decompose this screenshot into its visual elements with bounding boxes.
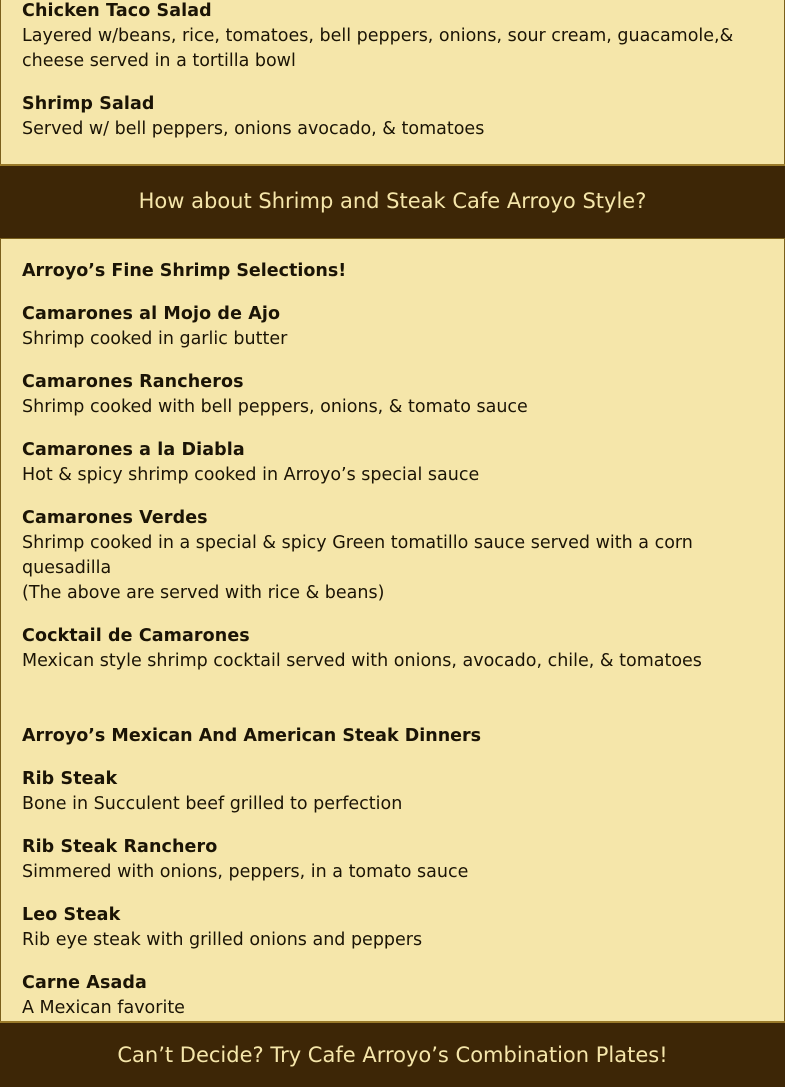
section-title: Arroyo’s Fine Shrimp Selections! — [22, 261, 347, 281]
item-description: Rib eye steak with grilled onions and peppers — [22, 930, 423, 950]
menu-item — [22, 903, 764, 953]
salad-panel — [0, 0, 785, 165]
item-description: Shrimp cooked in a special & spicy Green tomatillo sauce served with a corn quesadilla — [22, 533, 693, 578]
item-description: Hot & spicy shrimp cooked in Arroyo’s special sauce — [22, 465, 480, 485]
section-banner: How about Shrimp and Steak Cafe Arroyo Style? — [0, 164, 785, 240]
item-description: Simmered with onions, peppers, in a tomato sauce — [22, 862, 469, 882]
section-title: Arroyo’s Mexican And American Steak Dinners — [22, 726, 482, 746]
item-description: Layered w/beans, rice, tomatoes, bell peppers, onions, sour cream, guacamole,& cheese served in a tortilla bowl — [22, 26, 734, 71]
item-description: Mexican style shrimp cocktail served with onions, avocado, chile, & tomatoes — [22, 651, 702, 671]
menu-item — [22, 506, 764, 606]
menu-item — [22, 835, 764, 885]
item-description: A Mexican favorite — [22, 998, 185, 1018]
menu-item — [22, 302, 764, 352]
item-name: Chicken Taco Salad — [22, 1, 212, 21]
menu-item — [22, 438, 764, 488]
item-note: (The above are served with rice & beans) — [22, 583, 385, 603]
item-name: Carne Asada — [22, 973, 147, 993]
item-description: Bone in Succulent beef grilled to perfection — [22, 794, 403, 814]
item-name: Camarones Rancheros — [22, 372, 244, 392]
shrimp-steak-panel — [0, 238, 785, 1023]
salad-list — [22, 0, 764, 160]
item-name: Camarones a la Diabla — [22, 440, 245, 460]
item-name: Shrimp Salad — [22, 94, 155, 114]
menu-item — [22, 767, 764, 817]
menu-item — [22, 0, 764, 74]
item-name: Rib Steak Ranchero — [22, 837, 218, 857]
item-name: Leo Steak — [22, 905, 121, 925]
item-name: Camarones al Mojo de Ajo — [22, 304, 281, 324]
menu-item — [22, 624, 764, 674]
item-description: Shrimp cooked with bell peppers, onions, & tomato sauce — [22, 397, 528, 417]
menu-item — [22, 370, 764, 420]
menu-item — [22, 971, 764, 1021]
item-name: Rib Steak — [22, 769, 118, 789]
menu-item — [22, 92, 764, 142]
item-name: Camarones Verdes — [22, 508, 208, 528]
item-name: Cocktail de Camarones — [22, 626, 250, 646]
item-description: Served w/ bell peppers, onions avocado, & tomatoes — [22, 119, 485, 139]
shrimp-section — [22, 259, 764, 1039]
section-banner: Can’t Decide? Try Cafe Arroyo’s Combination Plates! — [0, 1021, 785, 1087]
item-description: Shrimp cooked in garlic butter — [22, 329, 288, 349]
